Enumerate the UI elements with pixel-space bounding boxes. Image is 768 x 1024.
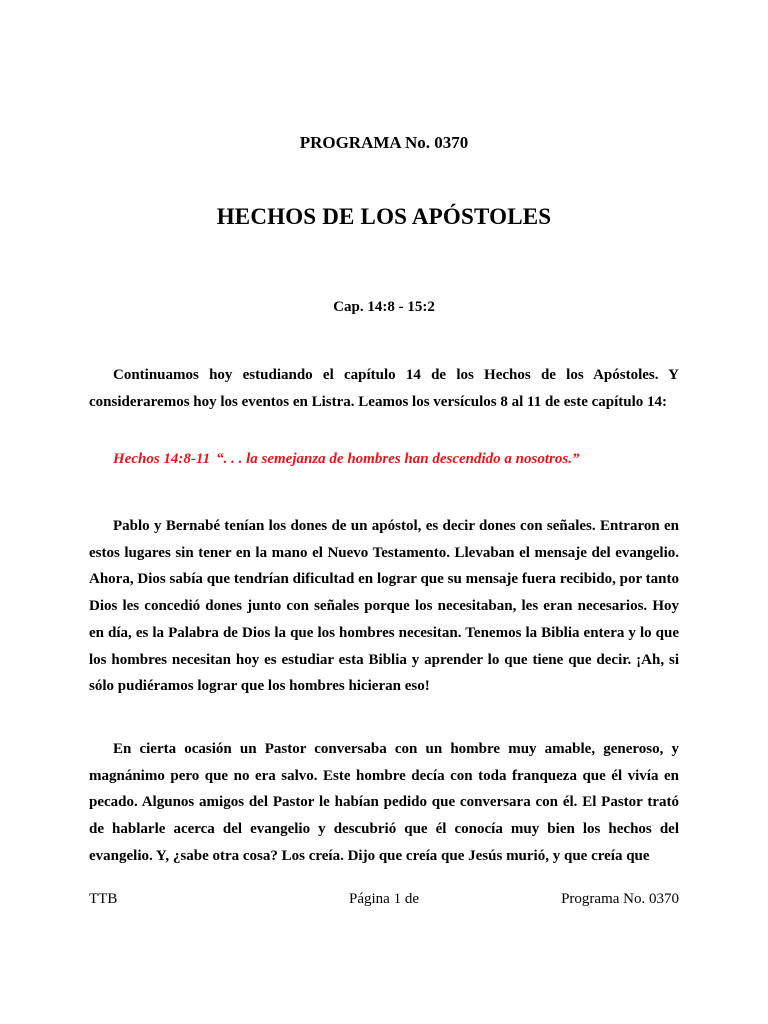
chapter-reference: Cap. 14:8 - 15:2 — [333, 299, 435, 315]
footer-page-number: Página 1 de — [349, 891, 419, 907]
page-footer — [89, 891, 679, 911]
footer-right-text: Programa No. 0370 — [561, 891, 679, 907]
scripture-quote — [113, 451, 673, 468]
footer-left-text: TTB — [89, 891, 118, 907]
paragraph-apostles-text: Pablo y Bernabé tenían los dones de un apóstol, es decir dones con señales. Entraron en estos lugares sin tener en la mano el Nuevo Testamento. Llevaban el mensaje del evangelio. Ahora, Dios sabía que tendrían dificultad en lograr que su mensaje fuera recibido, por tanto Dios les concedió dones junto con señales porque los necesitaban, les eran necesarios. Hoy en día, es la Palabra de Dios la que los hombres necesitan. Tenemos la Biblia entera y lo que los hombres necesitan hoy es estudiar esta Biblia y aprender lo que tiene que decir. ¡Ah, si sólo pudiéramos lograr que los hombres hicieran eso! — [89, 518, 679, 695]
paragraph-pastor-story-text: En cierta ocasión un Pastor conversaba con un hombre muy amable, generoso, y magnánimo pero que no era salvo. Este hombre decía con toda franqueza que él vivía en pecado. Algunos amigos del Pastor le habían pedido que conversara con él. El Pastor trató de hablarle acerca del evangelio y descubrió que él conocía muy bien los hechos del evangelio. Y, ¿sabe otra cosa? Los creía. Dijo que creía que Jesús murió, y que creía que — [89, 741, 679, 864]
document-title: HECHOS DE LOS APÓSTOLES — [216, 204, 552, 229]
program-number-heading: PROGRAMA No. 0370 — [299, 133, 469, 152]
paragraph-pastor-story — [89, 736, 679, 870]
scripture-text: “. . . la semejanza de hombres han descendido a nosotros.” — [216, 451, 580, 467]
paragraph-intro-text: Continuamos hoy estudiando el capítulo 14 de los Hechos de los Apóstoles. Y consideraremos hoy los eventos en Listra. Leamos los versículos 8 al 11 de este capítulo 14: — [89, 367, 679, 410]
scripture-reference: Hechos 14:8-11 — [113, 451, 211, 467]
paragraph-intro — [89, 362, 679, 415]
paragraph-apostles — [89, 513, 679, 700]
